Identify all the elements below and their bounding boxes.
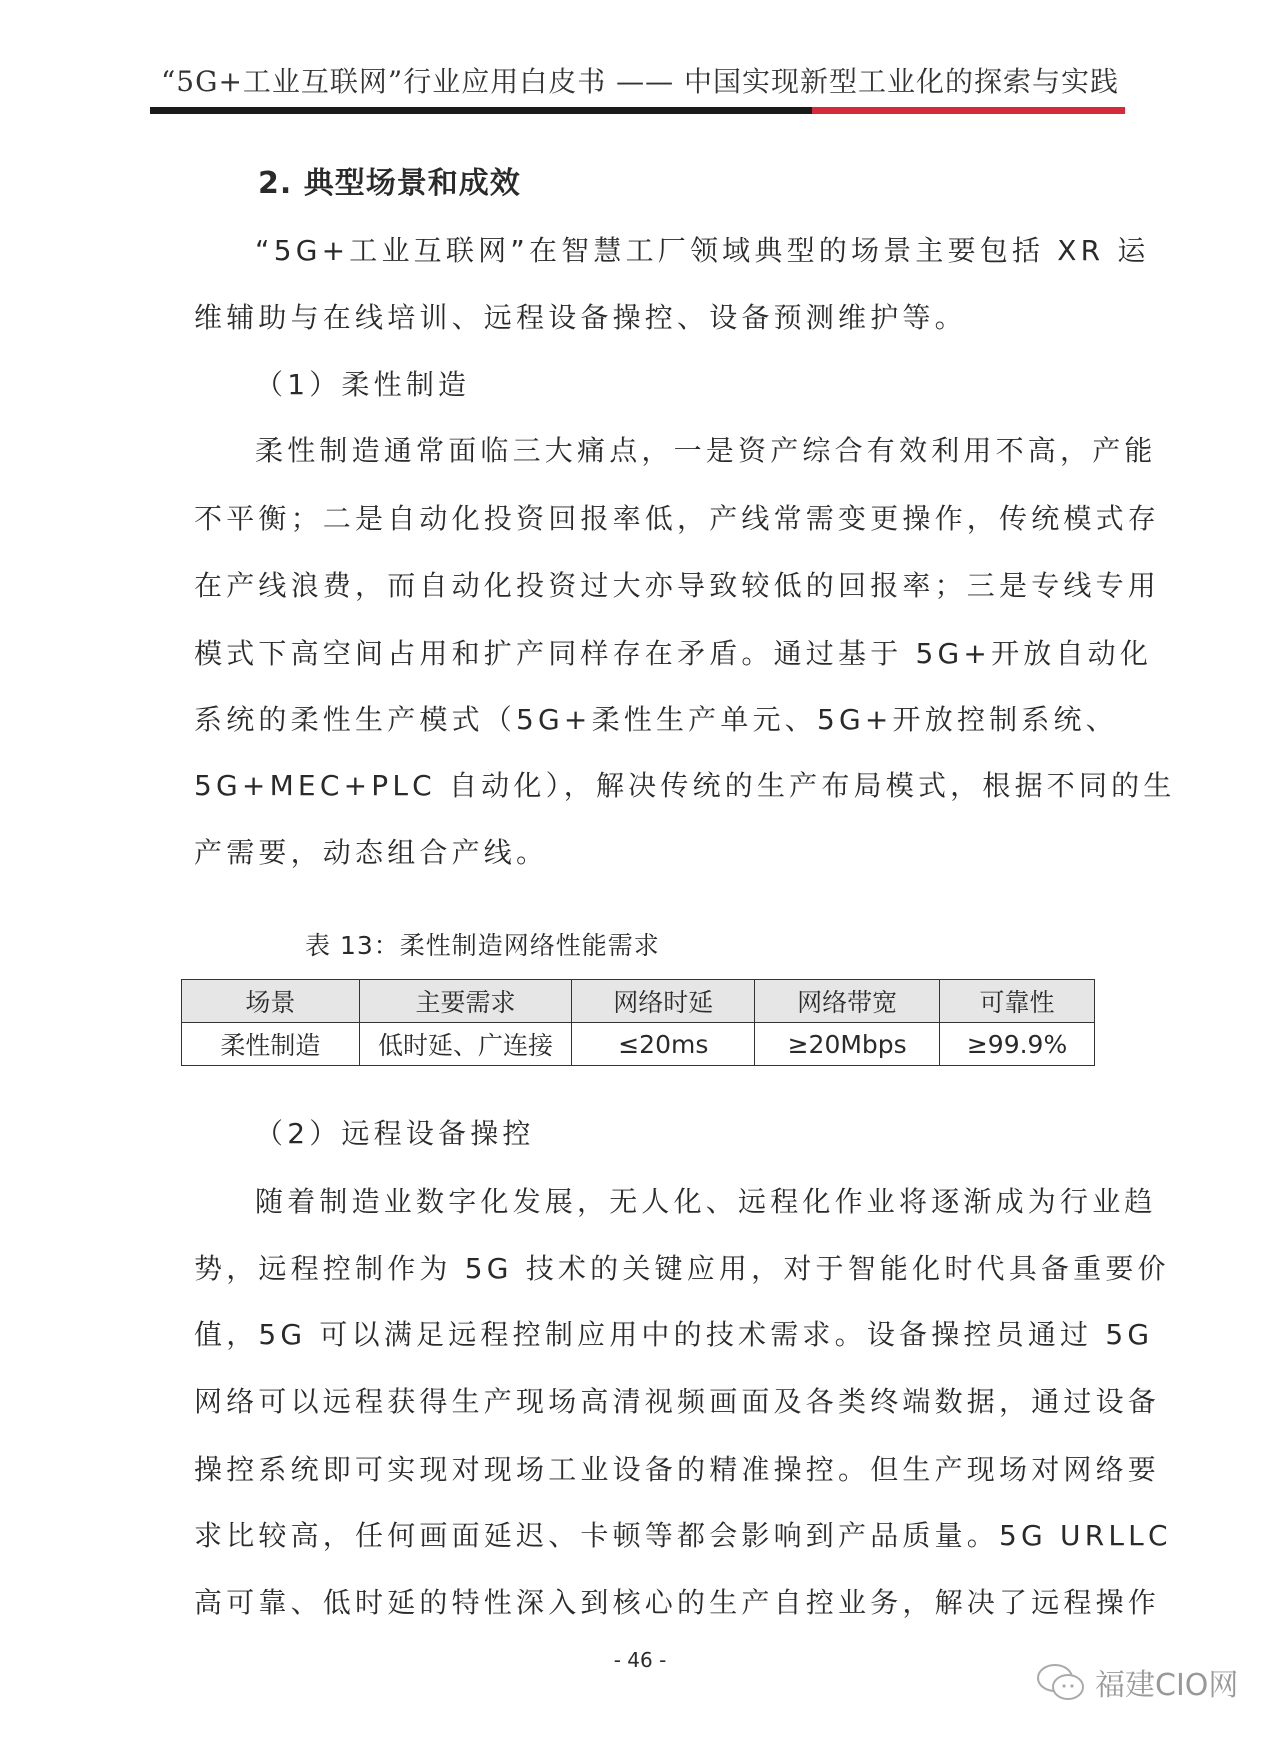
paragraph-line: 5G+MEC+PLC 自动化），解决传统的生产布局模式，根据不同的生: [194, 769, 1176, 802]
paragraph-line: 网络可以远程获得生产现场高清视频画面及各类终端数据，通过设备: [194, 1385, 1161, 1418]
running-header: “5G+工业互联网”行业应用白皮书 —— 中国实现新型工业化的探索与实践: [160, 65, 1120, 98]
logo-text: 福建CIO网: [1095, 1668, 1239, 1703]
paragraph-line: 求比较高，任何画面延迟、卡顿等都会影响到产品质量。5G URLLC: [194, 1519, 1172, 1552]
table-cell: ≤20ms: [572, 1023, 755, 1066]
paragraph-line: 高可靠、低时延的特性深入到核心的生产自控业务，解决了远程操作: [194, 1586, 1161, 1619]
paragraph-line: 产需要，动态组合产线。: [194, 836, 549, 869]
paragraph-line: 操控系统即可实现对现场工业设备的精准操控。但生产现场对网络要: [194, 1453, 1161, 1486]
paragraph-line: 维辅助与在线培训、远程设备操控、设备预测维护等。: [194, 301, 967, 334]
table-header: 网络带宽: [755, 980, 940, 1023]
table-cell: 柔性制造: [182, 1023, 360, 1066]
page-number: - 46 -: [613, 1648, 667, 1672]
paragraph-line: 柔性制造通常面临三大痛点，一是资产综合有效利用不高，产能: [255, 434, 1157, 467]
table-cell: ≥20Mbps: [755, 1023, 940, 1066]
paragraph-line: 随着制造业数字化发展，无人化、远程化作业将逐渐成为行业趋: [255, 1185, 1157, 1218]
subsection-title: （1）柔性制造: [255, 368, 471, 401]
table-caption: 表 13：柔性制造网络性能需求: [305, 931, 660, 960]
table-header: 场景: [182, 980, 360, 1023]
paragraph-line: 不平衡；二是自动化投资回报率低，产线常需变更操作，传统模式存: [194, 502, 1161, 535]
table-header: 可靠性: [940, 980, 1095, 1023]
subsection-title: （2）远程设备操控: [255, 1117, 535, 1150]
paragraph-line: 系统的柔性生产模式（5G+柔性生产单元、5G+开放控制系统、: [194, 703, 1118, 736]
paragraph-line: 模式下高空间占用和扩产同样存在矛盾。通过基于 5G+开放自动化: [194, 637, 1153, 670]
table-cell: 低时延、广连接: [359, 1023, 572, 1066]
watermark-logo: [1035, 1660, 1238, 1704]
table-row: [182, 1023, 1095, 1066]
table-header: 主要需求: [359, 980, 572, 1023]
table-header: 网络时延: [572, 980, 755, 1023]
paragraph-line: 值，5G 可以满足远程控制应用中的技术需求。设备操控员通过 5G: [194, 1318, 1154, 1351]
paragraph-line: 在产线浪费，而自动化投资过大亦导致较低的回报率；三是专线专用: [194, 569, 1161, 602]
requirements-table: [181, 979, 1095, 1066]
paragraph-line: 势，远程控制作为 5G 技术的关键应用，对于智能化时代具备重要价: [194, 1252, 1170, 1285]
table-cell: ≥99.9%: [940, 1023, 1095, 1066]
header-rule-black: [150, 107, 812, 114]
wechat-icon: [1035, 1662, 1087, 1702]
section-title: 2. 典型场景和成效: [258, 166, 521, 201]
paragraph-line: “5G+工业互联网”在智慧工厂领域典型的场景主要包括 XR 运: [255, 234, 1150, 267]
header-rule-red: [812, 107, 1125, 114]
